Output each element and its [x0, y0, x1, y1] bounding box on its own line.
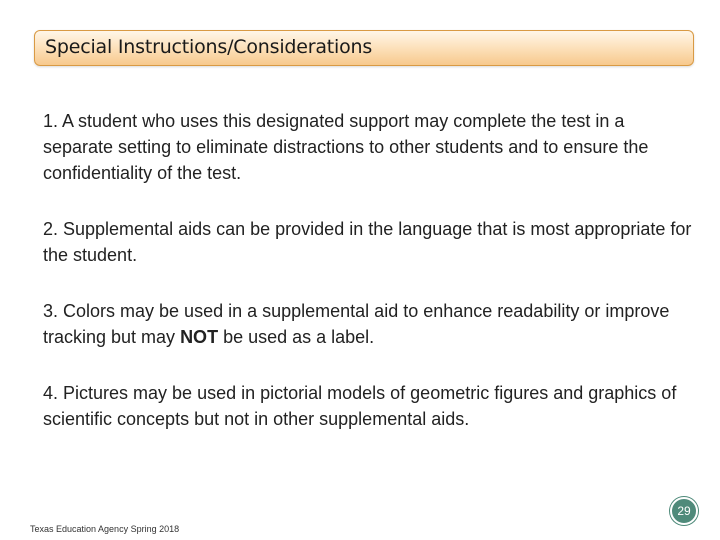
page-number: 29 [677, 504, 691, 518]
instruction-item-3-emphasis: NOT [180, 327, 219, 347]
instruction-item-2: 2. Supplemental aids can be provided in the language that is most appropriate for the student. [43, 219, 692, 265]
instruction-item-3-text-before: 3. Colors may be used in a supplemental aid to enhance readability or improve tracking but may [43, 301, 670, 347]
instruction-item-3 [43, 298, 693, 350]
page-number-badge [670, 497, 698, 525]
instruction-list [43, 108, 693, 462]
instruction-item-3-text-after: be used as a label. [218, 327, 375, 347]
instruction-item-1: 1. A student who uses this designated support may complete the test in a separate setting to eliminate distractions to other students and to ensure the confidentiality of the test. [43, 111, 649, 183]
instruction-item-4: 4. Pictures may be used in pictorial models of geometric figures and graphics of scientific concepts but not in other supplemental aids. [43, 383, 677, 429]
footer-source: Texas Education Agency Spring 2018 [30, 524, 180, 534]
page-title: Special Instructions/Considerations [45, 36, 373, 58]
title-banner [34, 30, 694, 66]
